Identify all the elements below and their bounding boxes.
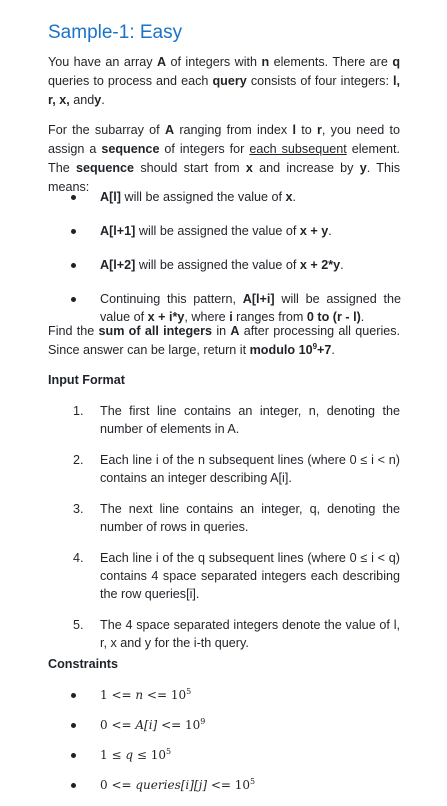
desc-term: sequence	[75, 161, 135, 175]
list-item	[66, 290, 401, 326]
constraint-var: n	[135, 688, 144, 702]
list-item	[66, 188, 401, 206]
modulo-offset: +7	[317, 343, 332, 357]
desc-text: . This means:	[48, 161, 401, 194]
intro-term: l, r, x,	[48, 74, 400, 107]
desc-term: A	[164, 123, 175, 137]
item-text: The first line contains an integer, n, denoting the number of elements in A.	[100, 404, 400, 436]
sum-text: after processing all queries. Since answer can be large, return it	[48, 324, 401, 357]
constraint-item	[66, 716, 401, 734]
list-item	[66, 222, 401, 240]
bullet-icon	[71, 229, 76, 234]
intro-term: y	[94, 93, 102, 107]
constraint-exponent: 5	[250, 777, 256, 786]
sum-text: Find the	[48, 324, 95, 338]
intro-text: .	[101, 93, 105, 107]
list-item	[48, 500, 400, 536]
item-text: The 4 space separated integers denote the value of l, r, x and y for the i-th query.	[100, 618, 400, 650]
item-text: .	[328, 224, 332, 238]
input-format-heading: Input Format	[48, 373, 125, 387]
desc-text: and increase by	[259, 161, 354, 175]
item-number: 3.	[73, 502, 84, 516]
constraint-math	[100, 688, 191, 702]
intro-text: array	[123, 55, 153, 69]
item-term: x	[285, 190, 293, 204]
item-number: 4.	[73, 551, 84, 565]
sum-text: in	[216, 324, 227, 338]
desc-term: y	[359, 161, 367, 175]
constraint-var: q	[125, 748, 134, 762]
list-item	[48, 549, 400, 603]
page-title: Sample-1: Easy	[48, 22, 183, 43]
sum-text: .	[331, 343, 335, 357]
modulo-exponent: 9	[312, 341, 318, 351]
item-term: x + y	[299, 224, 329, 238]
intro-text: elements. There are	[273, 55, 388, 69]
constraint-item	[66, 746, 401, 764]
item-text: .	[292, 190, 297, 204]
item-text: ranges from	[232, 310, 307, 324]
bullet-icon	[71, 693, 76, 698]
constraint-right: <= 10	[143, 688, 187, 702]
constraint-left: 1 <=	[100, 688, 136, 702]
assignment-list	[66, 188, 401, 326]
intro-text: consists of four integers:	[250, 74, 389, 88]
list-item	[66, 256, 401, 274]
constraint-exponent: 5	[165, 747, 172, 756]
item-term: A[l]	[100, 190, 121, 204]
constraint-item	[66, 776, 401, 794]
intro-text: and	[73, 93, 95, 107]
item-term: A[l+2]	[100, 258, 136, 272]
item-number: 5.	[73, 618, 84, 632]
constraint-exponent: 5	[186, 687, 192, 696]
constraint-math	[100, 748, 171, 762]
desc-term: sequence	[101, 142, 160, 156]
constraints-list	[66, 686, 401, 794]
intro-text: queries to process and each	[48, 74, 209, 88]
item-term: i	[229, 310, 233, 324]
input-format-list	[48, 402, 400, 652]
desc-term: l	[292, 123, 296, 137]
item-text: Each line i of the n subsequent lines (where 0 ≤ i < n) contains an integer describing A[i].	[100, 453, 400, 485]
desc-text: For the subarray of	[48, 123, 160, 137]
constraint-left: 0 <=	[100, 718, 136, 732]
intro-text: You have an	[48, 55, 120, 69]
sum-term: sum of all integers	[98, 324, 213, 338]
description-paragraph	[48, 121, 400, 197]
constraint-item	[66, 686, 401, 704]
bullet-icon	[71, 783, 76, 788]
item-term: 0 to (r - l)	[306, 310, 361, 324]
desc-underlined: each subsequent	[249, 142, 347, 156]
constraint-math	[100, 778, 255, 792]
intro-term: A	[156, 55, 167, 69]
desc-text: should start from	[140, 161, 240, 175]
constraint-left: 0 <=	[100, 778, 136, 792]
desc-term: x	[245, 161, 253, 175]
item-text: will be assigned the value of	[135, 224, 300, 238]
item-text: will be assigned the value of	[100, 292, 402, 324]
item-term: A[l+1]	[100, 224, 136, 238]
bullet-icon	[71, 297, 76, 302]
bullet-icon	[71, 723, 76, 728]
constraints-heading: Constraints	[48, 657, 118, 671]
intro-paragraph	[48, 53, 400, 110]
item-number: 1.	[73, 404, 84, 418]
bullet-icon	[71, 195, 76, 200]
bullet-icon	[71, 263, 76, 268]
item-number: 2.	[73, 453, 84, 467]
item-term: x + 2*y	[299, 258, 341, 272]
constraint-right: <= 10	[207, 778, 251, 792]
constraint-left: 1 ≤	[100, 748, 126, 762]
constraint-right: <= 10	[157, 718, 201, 732]
modulo-term	[250, 343, 332, 357]
item-text: will be assigned the value of	[135, 258, 300, 272]
constraint-math	[100, 718, 205, 732]
item-term: x + i*y	[147, 310, 185, 324]
constraint-exponent: 9	[200, 717, 206, 726]
constraint-var: queries[i][j]	[135, 778, 208, 792]
list-item	[48, 402, 400, 438]
constraint-right: ≤ 10	[133, 748, 166, 762]
bullet-icon	[71, 753, 76, 758]
list-item	[48, 451, 400, 487]
constraint-var: A[i]	[135, 718, 158, 732]
sum-paragraph	[48, 322, 400, 360]
item-text: , where	[184, 310, 230, 324]
desc-text: to	[301, 123, 312, 137]
intro-term: query	[212, 74, 247, 88]
desc-text: , you need to assign a	[48, 123, 401, 156]
item-text: The next line contains an integer, q, denoting the number of rows in queries.	[100, 502, 400, 534]
item-text: .	[340, 258, 344, 272]
intro-term: n	[261, 55, 270, 69]
desc-text: of integers for	[164, 142, 245, 156]
item-text: Continuing this pattern,	[100, 292, 243, 306]
modulo-base: modulo 10	[249, 343, 313, 357]
item-term: A[l+i]	[242, 292, 275, 306]
sum-term: A	[230, 324, 240, 338]
intro-term: q	[392, 55, 401, 69]
list-item	[48, 616, 400, 652]
intro-text: of integers with	[170, 55, 258, 69]
item-text: .	[360, 310, 365, 324]
item-text: will be assigned the value of	[120, 190, 286, 204]
desc-text: ranging from index	[179, 123, 288, 137]
item-text: Each line i of the q subsequent lines (where 0 ≤ i < q) contains 4 space separated integers each describing the row queries[i].	[100, 551, 400, 601]
desc-term: r	[316, 123, 322, 137]
desc-text: element. The	[48, 142, 401, 175]
